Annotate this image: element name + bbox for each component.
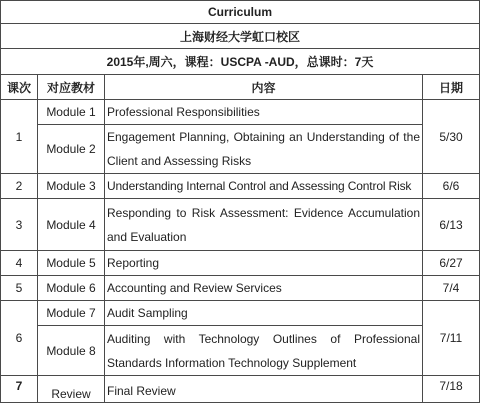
content-cell: Final Review bbox=[105, 376, 423, 403]
date-cell: 5/30 bbox=[423, 100, 480, 174]
table-row bbox=[1, 251, 480, 276]
content-cell: Reporting bbox=[105, 251, 423, 276]
table-row bbox=[1, 301, 480, 326]
content-cell: Audit Sampling bbox=[105, 301, 423, 326]
date-cell: 7/11 bbox=[423, 301, 480, 376]
module-cell: Review bbox=[38, 376, 105, 403]
lesson-number: 5 bbox=[1, 276, 38, 301]
content-cell: Engagement Planning, Obtaining an Understanding of the Client and Assessing Risks bbox=[105, 125, 423, 174]
module-cell: Module 4 bbox=[38, 199, 105, 251]
date-cell: 6/6 bbox=[423, 174, 480, 199]
lesson-number: 6 bbox=[1, 301, 38, 376]
course-meta-row bbox=[1, 49, 480, 75]
column-header-lesson: 课次 bbox=[1, 75, 38, 100]
column-header-date: 日期 bbox=[423, 75, 480, 100]
content-cell: Understanding Internal Control and Assessing Control Risk bbox=[105, 174, 423, 199]
table-row bbox=[1, 100, 480, 125]
lesson-number: 4 bbox=[1, 251, 38, 276]
content-cell: Professional Responsibilities bbox=[105, 100, 423, 125]
column-header-module: 对应教材 bbox=[38, 75, 105, 100]
campus-row bbox=[1, 24, 480, 49]
table-row bbox=[1, 276, 480, 301]
content-cell: Accounting and Review Services bbox=[105, 276, 423, 301]
table-row bbox=[1, 326, 480, 376]
module-cell: Module 6 bbox=[38, 276, 105, 301]
column-header-row bbox=[1, 75, 480, 100]
table-row bbox=[1, 199, 480, 251]
module-cell: Module 7 bbox=[38, 301, 105, 326]
table-row bbox=[1, 376, 480, 403]
module-cell: Module 5 bbox=[38, 251, 105, 276]
table-title: Curriculum bbox=[1, 1, 480, 24]
content-cell: Auditing with Technology Outlines of Professional Standards Information Technology Supplement bbox=[105, 326, 423, 376]
module-cell: Module 2 bbox=[38, 125, 105, 174]
date-cell: 7/4 bbox=[423, 276, 480, 301]
module-cell: Module 3 bbox=[38, 174, 105, 199]
table-row bbox=[1, 125, 480, 174]
lesson-number: 7 bbox=[1, 376, 38, 403]
date-cell: 7/18 bbox=[423, 376, 480, 403]
date-cell: 6/13 bbox=[423, 199, 480, 251]
date-cell: 6/27 bbox=[423, 251, 480, 276]
module-cell: Module 1 bbox=[38, 100, 105, 125]
title-row bbox=[1, 1, 480, 24]
column-header-content: 内容 bbox=[105, 75, 423, 100]
content-cell: Responding to Risk Assessment: Evidence Accumulation and Evaluation bbox=[105, 199, 423, 251]
table-row bbox=[1, 174, 480, 199]
lesson-number: 1 bbox=[1, 100, 38, 174]
lesson-number: 3 bbox=[1, 199, 38, 251]
module-cell: Module 8 bbox=[38, 326, 105, 376]
lesson-number: 2 bbox=[1, 174, 38, 199]
course-meta: 2015年,周六，课程：USCPA -AUD，总课时：7天 bbox=[1, 49, 480, 75]
campus-name: 上海财经大学虹口校区 bbox=[1, 24, 480, 49]
